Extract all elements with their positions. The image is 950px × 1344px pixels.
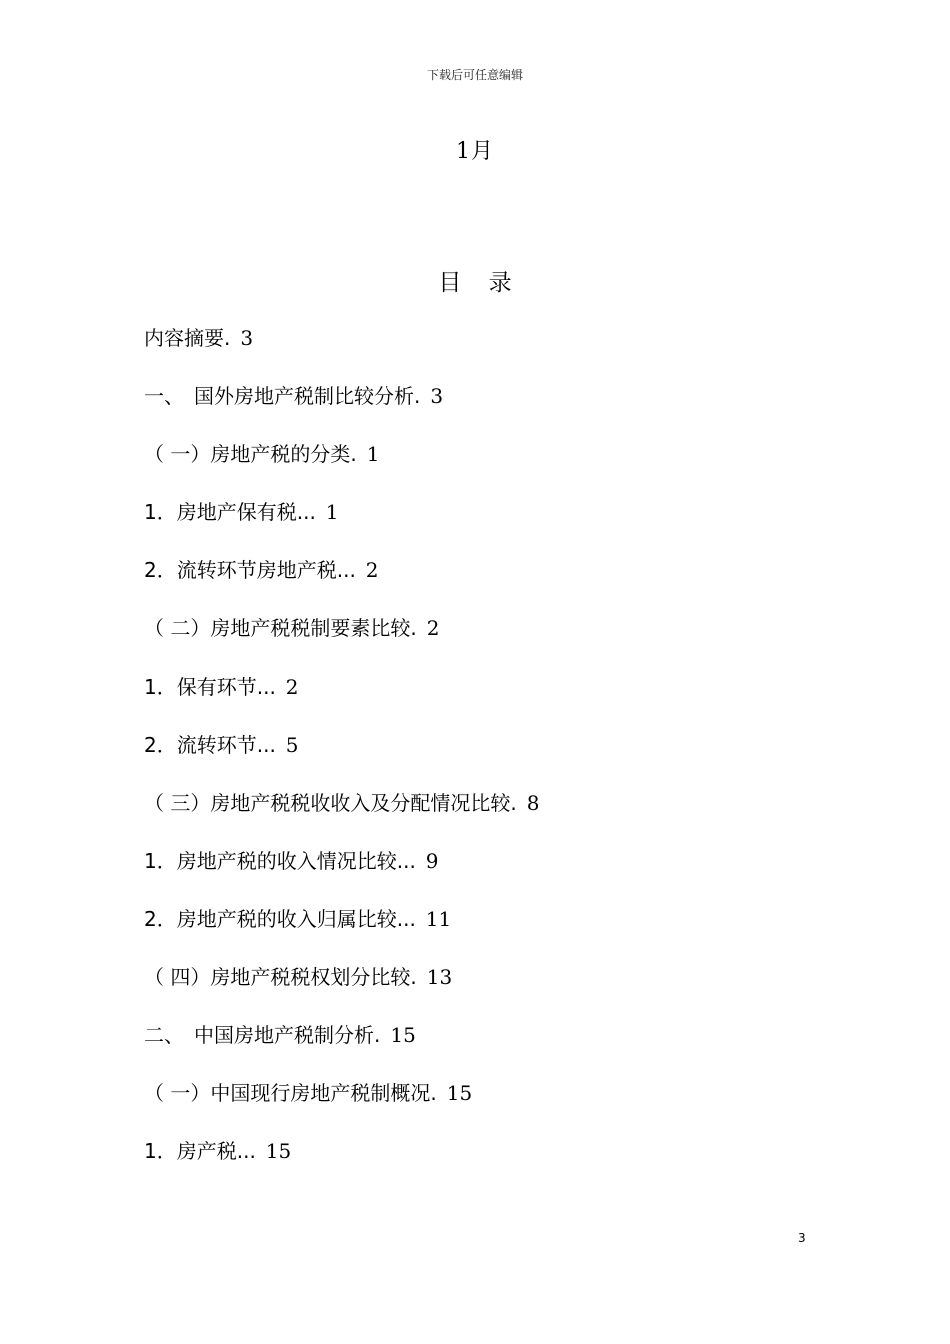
toc-entry[interactable] <box>144 1019 864 1077</box>
toc-entry[interactable] <box>144 380 864 438</box>
toc-entry[interactable] <box>144 612 864 670</box>
toc-entry[interactable] <box>144 845 864 903</box>
toc-entry-page: 5 <box>285 732 299 757</box>
toc-entry-text: 1．房地产保有税... <box>144 500 316 525</box>
toc-entry-text: （ 一）房地产税的分类. <box>144 442 357 467</box>
toc-entry-page: 3 <box>240 326 254 350</box>
toc-entry-text: 一、 国外房地产税制比较分析. <box>144 384 421 409</box>
toc-entry-page: 1 <box>325 500 339 525</box>
toc-entry-text: 1．保有环节... <box>144 674 276 699</box>
toc-entry-page: 2 <box>285 674 299 699</box>
toc-entry-text: 2．流转环节房地产税... <box>144 558 356 583</box>
toc-entry-page: 9 <box>425 848 439 873</box>
toc-entry-text: 二、 中国房地产税制分析. <box>144 1023 381 1048</box>
toc-entry-page: 15 <box>446 1081 473 1106</box>
toc-entry-page: 2 <box>365 558 379 583</box>
toc-entry[interactable] <box>144 1077 864 1135</box>
toc-entry[interactable] <box>144 903 864 961</box>
toc-entry-text: （ 一）中国现行房地产税制概况. <box>144 1081 437 1106</box>
toc-entry[interactable] <box>144 729 864 787</box>
toc-entry-page: 13 <box>426 965 453 990</box>
document-date: 1月 <box>456 139 494 164</box>
toc-entry[interactable] <box>144 496 864 554</box>
toc-entry[interactable] <box>144 1135 864 1193</box>
page-number: 3 <box>798 1231 806 1245</box>
toc-entry[interactable] <box>144 961 864 1019</box>
toc-entry-text: 1．房产税... <box>144 1139 256 1164</box>
toc-entry-text: 1．房地产税的收入情况比较... <box>144 848 416 873</box>
toc-entry-text: （ 三）房地产税税收收入及分配情况比较. <box>144 790 517 815</box>
toc-entry-text: 内容摘要. <box>144 326 231 350</box>
toc-entry[interactable] <box>144 438 864 496</box>
toc-entry-page: 1 <box>366 442 380 467</box>
toc-entry-text: 2．房地产税的收入归属比较... <box>144 906 416 931</box>
toc-entry-text: （ 四）房地产税税权划分比较. <box>144 965 417 990</box>
table-of-contents <box>144 322 864 1193</box>
toc-entry-text: 2．流转环节... <box>144 732 276 757</box>
toc-entry-page: 3 <box>430 384 444 409</box>
toc-entry[interactable] <box>144 671 864 729</box>
toc-entry-page: 15 <box>265 1139 292 1164</box>
toc-title: 目 录 <box>438 270 522 296</box>
toc-entry-text: （ 二）房地产税税制要素比较. <box>144 616 417 641</box>
header-note: 下载后可任意编辑 <box>426 68 523 82</box>
toc-entry-page: 15 <box>390 1023 416 1048</box>
toc-entry-page: 8 <box>526 790 540 815</box>
toc-entry[interactable] <box>144 554 864 612</box>
toc-entry[interactable] <box>144 322 864 380</box>
toc-entry-page: 11 <box>425 906 452 931</box>
toc-entry[interactable] <box>144 787 864 845</box>
toc-entry-page: 2 <box>426 616 440 641</box>
